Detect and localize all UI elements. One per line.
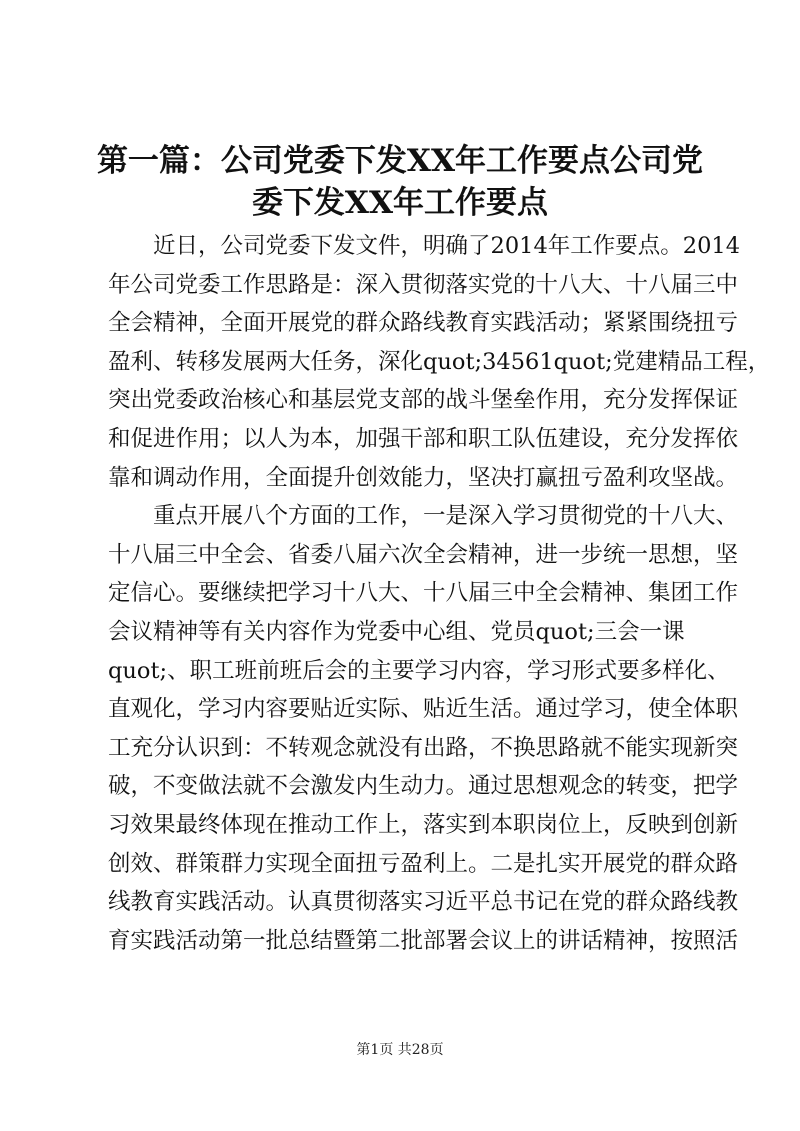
paragraph-2-line-10: 创效、群策群力实现全面扭亏盈利上。二是扎实开展党的群众路 <box>108 850 739 877</box>
paragraph-2-line-8: 破，不变做法就不会激发内生动力。通过思想观念的转变，把学 <box>108 773 739 800</box>
paragraph-2-line-6: 直观化，学习内容要贴近实际、贴近生活。通过学习，使全体职 <box>108 696 739 723</box>
paragraph-2-line-12: 育实践活动第一批总结暨第二批部署会议上的讲话精神，按照活 <box>108 927 739 954</box>
paragraph-1-line-7: 靠和调动作用，全面提升创效能力，坚决打赢扭亏盈利攻坚战。 <box>108 464 739 491</box>
paragraph-1-line-6: 和促进作用；以人为本，加强干部和职工队伍建设，充分发挥依 <box>108 425 739 452</box>
paragraph-2-line-4: 会议精神等有关内容作为党委中心组、党员quot;三会一课 <box>108 618 685 645</box>
paragraph-2-line-2: 十八届三中全会、省委八届六次全会精神，进一步统一思想，坚 <box>108 541 739 568</box>
paragraph-2-line-11: 线教育实践活动。认真贯彻落实习近平总书记在党的群众路线教 <box>108 889 739 916</box>
paragraph-2-line-9: 习效果最终体现在推动工作上，落实到本职岗位上，反映到创新 <box>108 811 739 838</box>
paragraph-1-line-3: 全会精神，全面开展党的群众路线教育实践活动；紧紧围绕扭亏 <box>108 310 739 337</box>
paragraph-1-line-5: 突出党委政治核心和基层党支部的战斗堡垒作用，充分发挥保证 <box>108 387 739 414</box>
document-body <box>108 227 771 960</box>
title-line-2: 委下发XX年工作要点 <box>251 185 549 221</box>
paragraph-2-line-5: quot;、职工班前班后会的主要学习内容，学习形式要多样化、 <box>108 657 730 684</box>
page-number-footer: 第1页 共28页 <box>356 1042 444 1058</box>
paragraph-2-line-3: 定信心。要继续把学习十八大、十八届三中全会精神、集团工作 <box>108 580 739 607</box>
document-title <box>90 140 710 224</box>
paragraph-2-line-1: 重点开展八个方面的工作，一是深入学习贯彻党的十八大、 <box>153 503 739 530</box>
paragraph-2-line-7: 工充分认识到：不转观念就没有出路，不换思路就不能实现新突 <box>108 734 739 761</box>
paragraph-1-line-1: 近日，公司党委下发文件，明确了2014年工作要点。2014 <box>153 233 741 259</box>
paragraph-1-line-2: 年公司党委工作思路是：深入贯彻落实党的十八大、十八届三中 <box>108 271 739 298</box>
paragraph-1-line-4: 盈利、转移发展两大任务，深化quot;34561quot;党建精品工程， <box>108 348 771 375</box>
title-line-1: 第一篇：公司党委下发XX年工作要点公司党 <box>96 143 704 179</box>
